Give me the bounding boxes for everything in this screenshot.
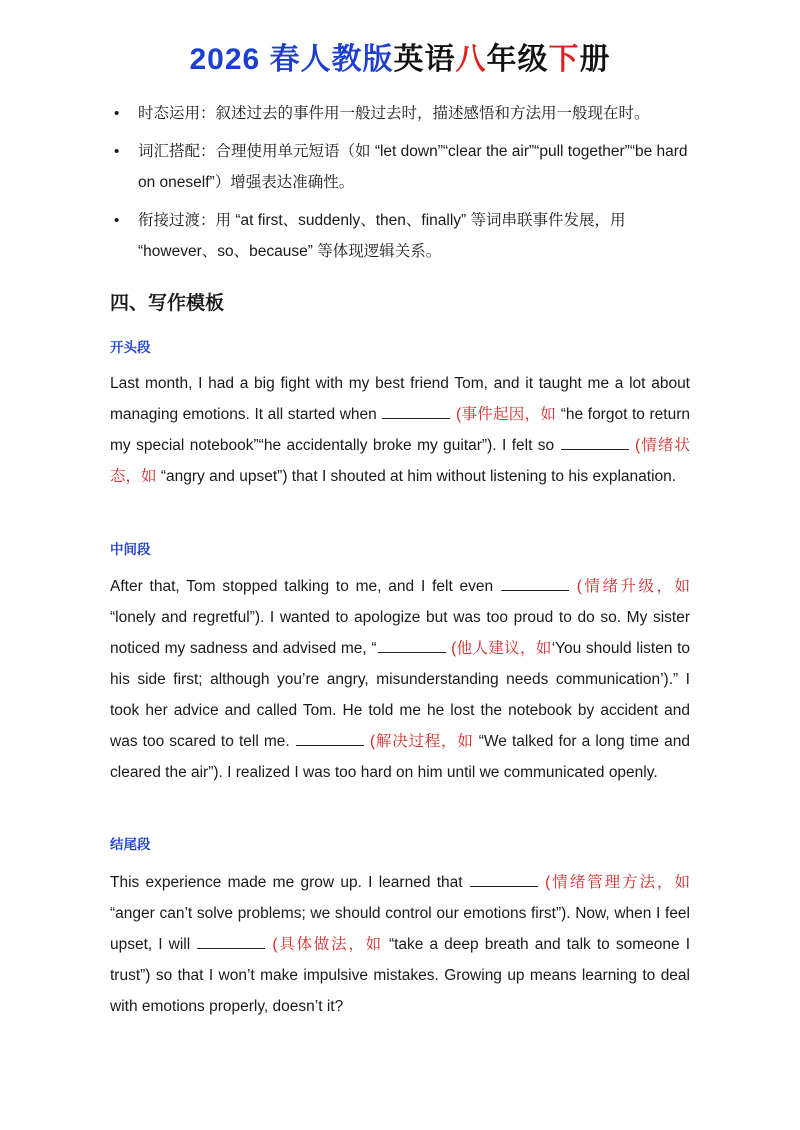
fill-blank[interactable]	[378, 638, 446, 653]
title-part-5: 下	[548, 43, 580, 76]
hint: (他人建议，如	[451, 640, 552, 657]
tip-text: 叙述过去的事件用一般过去时，描述感悟和方法用一般现在时。	[215, 105, 650, 122]
tips-list	[110, 98, 700, 274]
hint: (情绪升级，如	[576, 578, 690, 595]
hint: (情绪状态，如	[110, 437, 690, 485]
text: “angry and upset”) that I shouted at him without listening to his explanation.	[160, 468, 677, 485]
text: ‘You should listen to his side first; although you’re angry, misunderstanding needs communication’).” I took her advice and called Tom. He told me he lost the notebook by accident and was too scared to tell me.	[110, 640, 690, 750]
hint: (具体做法，如	[272, 936, 383, 953]
title-part-1: 2026 春人教版	[189, 43, 394, 76]
section-heading: 四、写作模板	[110, 293, 225, 314]
opening-paragraph	[110, 368, 690, 492]
fill-blank[interactable]	[382, 404, 450, 419]
hint: (解决过程，如	[369, 733, 474, 750]
title-part-4: 年级	[486, 43, 549, 76]
middle-label: 中间段	[110, 542, 151, 557]
text: “take a deep breath and talk to someone I trust”) so that I won’t make impulsive mistakes. Growing up means learning to deal with emotions properly, doesn’t it?	[110, 936, 690, 1015]
fill-blank[interactable]	[561, 435, 629, 450]
text: “lonely and regretful”). I wanted to apologize but was too proud to do so. My sister noticed my sadness and advised me, “	[110, 609, 690, 657]
tip-transition	[110, 205, 700, 267]
tip-label: 时态运用：	[138, 105, 216, 122]
text: “anger can’t solve problems; we should control our emotions first”). Now, when I feel upset, I will	[110, 905, 690, 953]
tip-label: 衔接过渡：	[138, 212, 216, 229]
tip-label: 词汇搭配：	[138, 143, 216, 160]
title-part-3: 八	[455, 43, 487, 76]
text: After that, Tom stopped talking to me, and I felt even	[110, 578, 494, 595]
text: This experience made me grow up. I learned that	[110, 874, 463, 891]
tip-vocabulary	[110, 136, 700, 198]
fill-blank[interactable]	[197, 934, 265, 949]
ending-paragraph	[110, 867, 690, 1022]
ending-label: 结尾段	[110, 837, 151, 852]
text: “he forgot to return my special notebook”“he accidentally broke my guitar”). I felt so	[110, 406, 690, 454]
page-title	[0, 40, 800, 80]
fill-blank[interactable]	[470, 872, 538, 887]
text: Last month, I had a big fight with my best friend Tom, and it taught me a lot about managing emotions. It all started when	[110, 375, 690, 423]
hint: (情绪管理方法，如	[545, 874, 690, 891]
tip-text: 合理使用单元短语（如 “let down”“clear the air”“pull together”“be hard on oneself”）增强表达准确性。	[138, 143, 688, 191]
opening-label: 开头段	[110, 340, 151, 355]
title-part-2: 英语	[393, 43, 456, 76]
text: “We talked for a long time and cleared the air”). I realized I was too hard on him until we communicated openly.	[110, 733, 691, 781]
fill-blank[interactable]	[501, 576, 569, 591]
tip-tense	[110, 98, 700, 129]
title-part-6: 册	[579, 43, 611, 76]
tip-text: 用 “at first、suddenly、then、finally” 等词串联事件发展，用 “however、so、because” 等体现逻辑关系。	[138, 212, 626, 260]
fill-blank[interactable]	[296, 731, 364, 746]
middle-paragraph	[110, 571, 690, 788]
hint: (事件起因，如	[456, 406, 557, 423]
